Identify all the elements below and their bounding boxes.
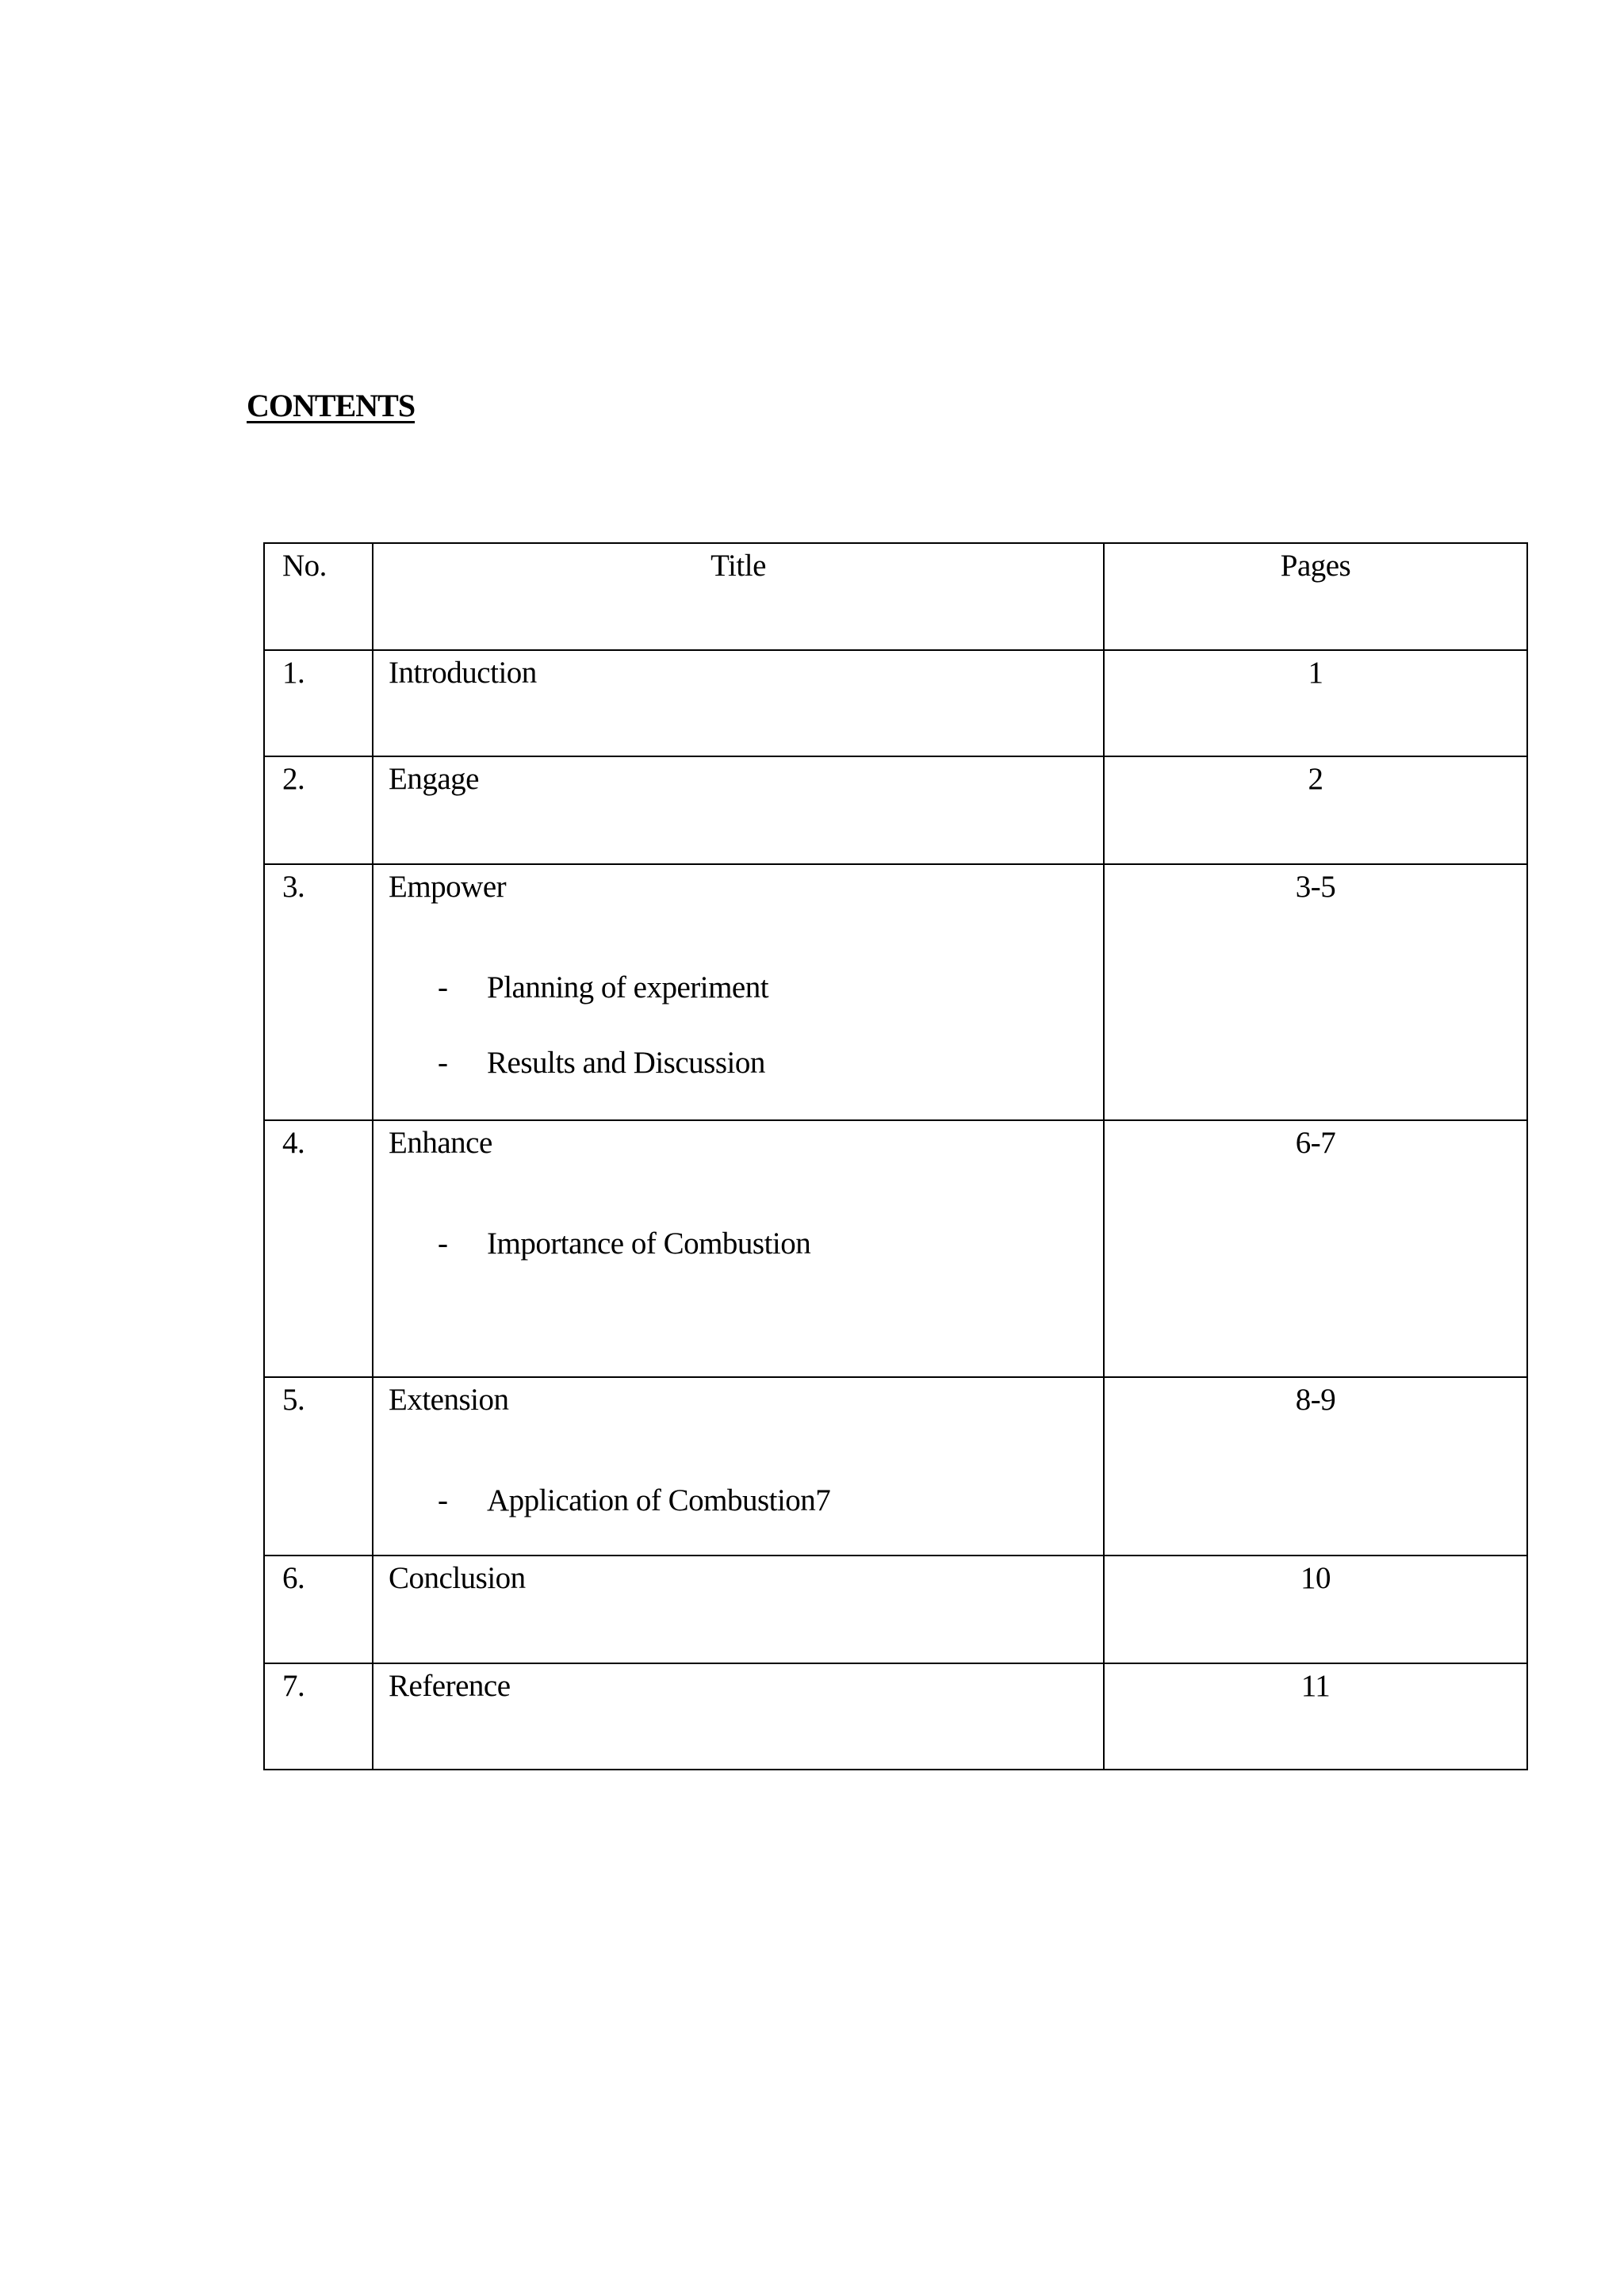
row-number: 1. [264, 650, 373, 756]
row-title-cell [373, 756, 1104, 864]
sub-item-list [389, 972, 1103, 1078]
row-title: Reference [389, 1669, 511, 1703]
row-number: 3. [264, 864, 373, 1120]
row-pages: 3-5 [1104, 864, 1527, 1120]
row-pages: 10 [1104, 1556, 1527, 1663]
sub-item-text: Planning of experiment [487, 970, 769, 1004]
row-title-cell [373, 864, 1104, 1120]
sub-item-text: Application of Combustion7 [487, 1483, 831, 1517]
row-title: Empower [389, 870, 507, 904]
table-row [264, 1377, 1527, 1556]
row-title-cell [373, 650, 1104, 756]
dash-bullet: - [438, 1046, 448, 1080]
row-title: Enhance [389, 1126, 492, 1160]
sub-item [389, 1047, 1103, 1078]
row-number: 6. [264, 1556, 373, 1663]
row-title-cell [373, 1556, 1104, 1663]
row-number: 4. [264, 1120, 373, 1377]
row-title-cell [373, 1120, 1104, 1377]
row-title-cell [373, 1663, 1104, 1770]
row-title-cell [373, 1377, 1104, 1556]
header-pages: Pages [1104, 543, 1527, 650]
row-number: 7. [264, 1663, 373, 1770]
page-title: CONTENTS [247, 388, 416, 423]
dash-bullet: - [438, 970, 448, 1004]
sub-item-list [389, 1228, 1103, 1259]
table-header-row [264, 543, 1527, 650]
row-title: Introduction [389, 656, 537, 690]
sub-item-text: Results and Discussion [487, 1046, 765, 1080]
row-number: 2. [264, 756, 373, 864]
sub-item-list [389, 1485, 1103, 1516]
table-row [264, 650, 1527, 756]
table-row [264, 756, 1527, 864]
row-title: Engage [389, 762, 479, 796]
table-row [264, 1556, 1527, 1663]
sub-item [389, 972, 1103, 1003]
row-pages: 8-9 [1104, 1377, 1527, 1556]
dash-bullet: - [438, 1226, 448, 1261]
sub-item [389, 1228, 1103, 1259]
header-no: No. [264, 543, 373, 650]
contents-table [263, 542, 1528, 1770]
row-pages: 11 [1104, 1663, 1527, 1770]
row-pages: 1 [1104, 650, 1527, 756]
table-row [264, 1120, 1527, 1377]
sub-item-text: Importance of Combustion [487, 1226, 811, 1261]
row-pages: 6-7 [1104, 1120, 1527, 1377]
dash-bullet: - [438, 1483, 448, 1517]
table-row [264, 864, 1527, 1120]
row-title: Extension [389, 1383, 509, 1417]
row-pages: 2 [1104, 756, 1527, 864]
row-title: Conclusion [389, 1561, 526, 1595]
table-row [264, 1663, 1527, 1770]
header-title: Title [373, 543, 1104, 650]
row-number: 5. [264, 1377, 373, 1556]
sub-item [389, 1485, 1103, 1516]
